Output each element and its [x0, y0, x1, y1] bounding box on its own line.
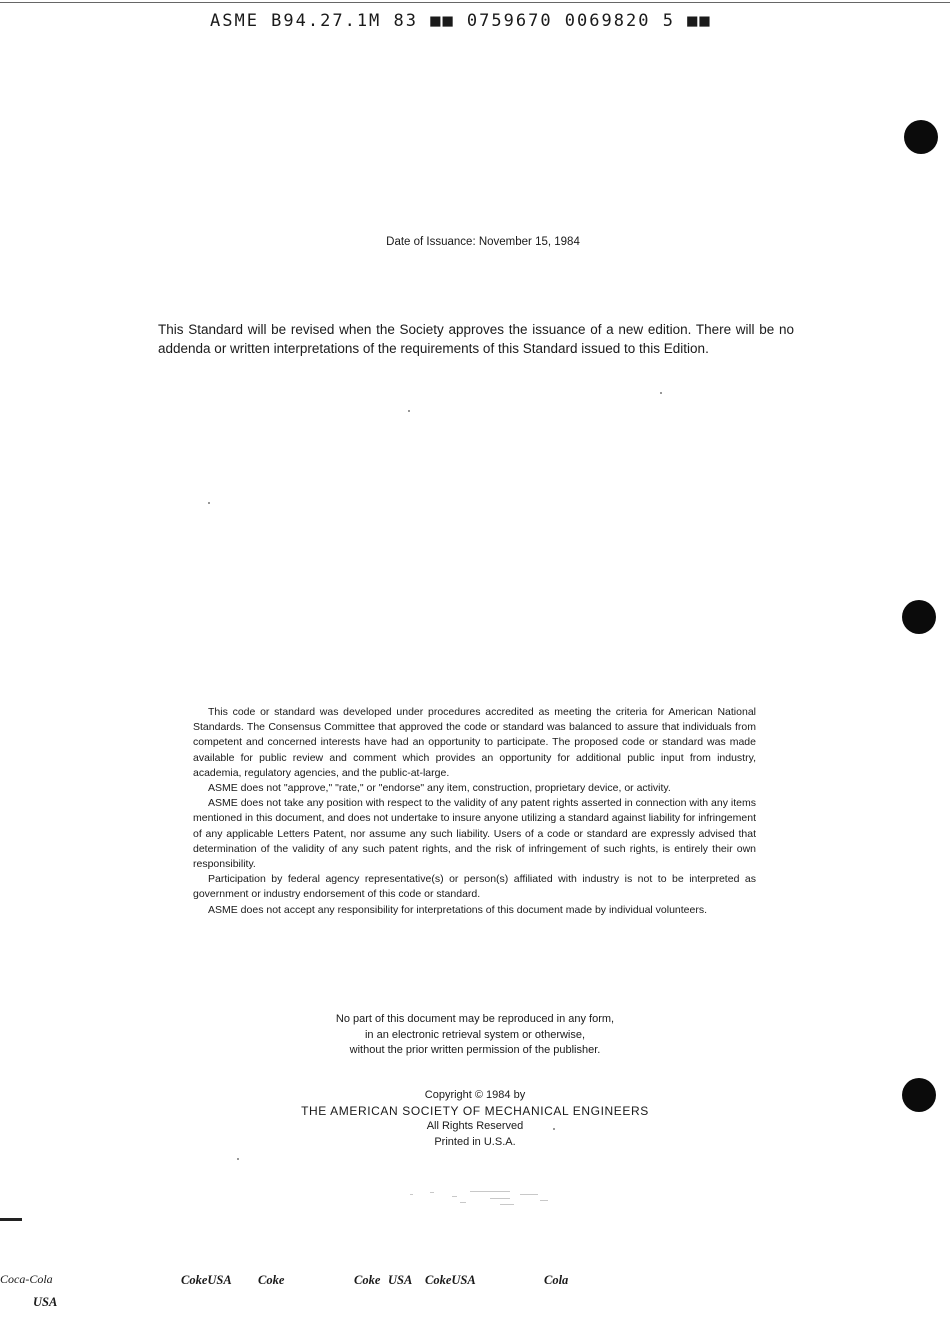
copyright-line: Copyright © 1984 by: [424, 1089, 526, 1101]
footer-coca-cola-script: Coca-Cola: [0, 1272, 53, 1286]
top-edge-line: [0, 2, 950, 3]
punch-hole-middle: [902, 600, 936, 634]
society-name: THE AMERICAN SOCIETY OF MECHANICAL ENGINEERS: [301, 1103, 649, 1118]
reproduction-line: in an electronic retrieval system or otherwise,: [364, 1028, 586, 1041]
footer-coke-usa: CokeUSA: [425, 1273, 476, 1287]
footer-usa-left: USA: [33, 1295, 58, 1309]
footer-coke: Coke: [354, 1273, 381, 1287]
footer-cola: Cola: [544, 1273, 569, 1287]
disclaimer-block: [193, 705, 756, 918]
scan-noise: [400, 1188, 570, 1214]
scan-speck: [408, 410, 410, 412]
header-document-code: ASME B94.27.1M 83 ■■ 0759670 0069820 5 ■■: [210, 11, 712, 31]
left-margin-mark: [0, 1218, 22, 1221]
scan-speck: [553, 1128, 555, 1130]
scan-speck: [237, 1158, 239, 1160]
scan-speck: [208, 502, 210, 504]
disclaimer-paragraph: ASME does not accept any responsibility for interpretations of this document made by individual volunteers.: [208, 903, 708, 916]
scan-speck: [660, 392, 662, 394]
copyright-block: [0, 1088, 950, 1150]
reproduction-line: No part of this document may be reproduced in any form,: [335, 1013, 615, 1025]
rights-reserved: All Rights Reserved: [426, 1120, 524, 1132]
punch-hole-top: [904, 120, 938, 154]
reproduction-notice: [0, 1012, 950, 1059]
revision-notice: This Standard will be revised when the Society approves the issuance of a new edition. There will be no addenda or written interpretations of the requirements of this Standard issued to this Edition.: [158, 322, 794, 356]
disclaimer-paragraph: Participation by federal agency representative(s) or person(s) affiliated with industry is not to be interpreted as government or industry endorsement of this code or standard.: [193, 873, 756, 901]
footer-coke: Coke: [258, 1273, 285, 1287]
footer-coke-usa: CokeUSA: [181, 1273, 232, 1287]
disclaimer-paragraph: ASME does not "approve," "rate," or "endorse" any item, construction, proprietary device, or activity.: [208, 782, 671, 795]
date-of-issuance: Date of Issuance: November 15, 1984: [386, 236, 580, 248]
printed-in: Printed in U.S.A.: [434, 1135, 516, 1148]
disclaimer-paragraph: This code or standard was developed under procedures accredited as meeting the criteria for American National Standards. The Consensus Committee that approved the code or standard was balanced to assure that individuals from competent and concerned interests have had an opportunity to participate. The proposed code or standard was made available for public review and comment which provides an opportunity for additional public input from industry, academia, regulatory agencies, and the public-at-large.: [193, 706, 756, 779]
disclaimer-paragraph: ASME does not take any position with respect to the validity of any patent rights asserted in connection with any items mentioned in this document, and does not undertake to insure anyone utilizing a standard against liability for infringement of any applicable Letters Patent, nor assume any such liability. Users of a code or standard are expressly advised that determination of the validity of any such patent rights, and the risk of infringement of such rights, is entirely their own responsibility.: [193, 797, 756, 871]
footer-usa-mid: USA: [388, 1273, 413, 1287]
reproduction-line: without the prior written permission of the publisher.: [349, 1044, 601, 1056]
